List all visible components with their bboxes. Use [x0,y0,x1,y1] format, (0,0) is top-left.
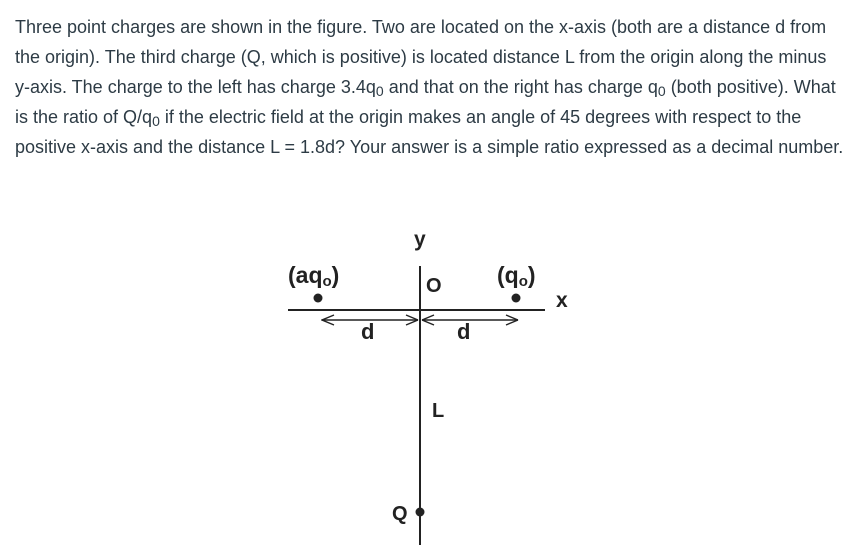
right-distance-arrow-tip-left-b [422,320,434,325]
bottom-charge-label: Q [392,503,408,525]
left-charge-dot [314,294,323,303]
problem-text-part1: Three point charges are shown in the figure. Two are located on the x-axis (both are a distance d from the origin). The third charge (Q, which is positive) is located distance L from the origin along the minus y-axis. The charge to the left has charge 3.4q [15,17,827,97]
subscript-zero-1: 0 [375,83,384,99]
left-distance-arrow-tip-right-b [406,320,418,325]
right-charge-subscript: o [518,273,528,290]
left-charge-close: ) [331,262,340,288]
x-axis-label: x [556,289,568,312]
left-charge-text: (aq [288,262,323,288]
left-distance-label: d [361,319,375,344]
right-charge-dot [512,294,521,303]
bottom-charge-dot [416,508,425,517]
problem-text-part3: (both positive). What is the ratio of Q/q [15,77,836,127]
left-charge-label [288,262,339,290]
vertical-distance-label: L [432,400,445,422]
right-distance-label: d [457,319,471,344]
origin-label: O [426,275,442,297]
subscript-zero-2: 0 [657,83,666,99]
right-charge-text: (q [497,262,519,288]
right-distance-arrow-tip-left [422,315,434,320]
problem-text-part2: and that on the right has charge q [383,77,658,97]
right-charge-label [497,262,536,290]
problem-text-part4: if the electric field at the origin makes an angle of 45 degrees with respect to the positive x-axis and the distance L = 1.8d? Your answer is a simple ratio expressed as a decimal number. [15,107,844,157]
right-charge-close: ) [527,262,536,288]
left-charge-subscript: o [322,273,332,290]
right-distance-arrow-tip-right-b [506,320,518,325]
y-axis-label: y [414,228,426,251]
left-distance-arrow-tip-right [406,315,418,320]
subscript-zero-3: 0 [152,113,160,129]
right-distance-arrow-tip-right [506,315,518,320]
